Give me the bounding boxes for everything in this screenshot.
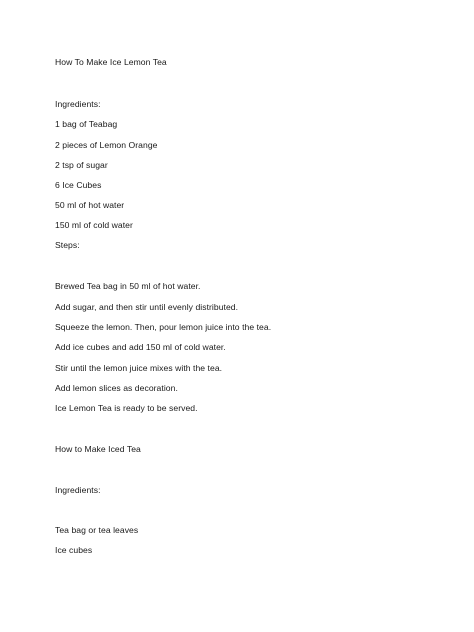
recipe-title: How To Make Ice Lemon Tea: [55, 57, 167, 67]
steps-heading: Steps:: [55, 240, 80, 250]
step-item: Brewed Tea bag in 50 ml of hot water.: [55, 281, 201, 291]
ingredients-heading: Ingredients:: [55, 485, 101, 495]
step-item: Squeeze the lemon. Then, pour lemon juice into the tea.: [55, 322, 272, 332]
ingredient-item: 1 bag of Teabag: [55, 119, 118, 129]
step-item: Add lemon slices as decoration.: [55, 383, 178, 393]
step-item: Add ice cubes and add 150 ml of cold water.: [55, 342, 226, 352]
ingredient-item: Tea bag or tea leaves: [55, 525, 139, 535]
step-item: Ice Lemon Tea is ready to be served.: [55, 403, 198, 413]
ingredient-item: 2 pieces of Lemon Orange: [55, 140, 158, 150]
ingredient-item: 2 tsp of sugar: [55, 160, 108, 170]
ingredient-item: 50 ml of hot water: [55, 200, 125, 210]
ingredient-item: 6 Ice Cubes: [55, 180, 102, 190]
ingredient-item: Ice cubes: [55, 545, 93, 555]
ingredients-heading: Ingredients:: [55, 99, 101, 109]
ingredient-item: 150 ml of cold water: [55, 220, 133, 230]
step-item: Add sugar, and then stir until evenly distributed.: [55, 302, 239, 312]
step-item: Stir until the lemon juice mixes with the tea.: [55, 363, 223, 373]
recipe-title: How to Make Iced Tea: [55, 444, 141, 454]
